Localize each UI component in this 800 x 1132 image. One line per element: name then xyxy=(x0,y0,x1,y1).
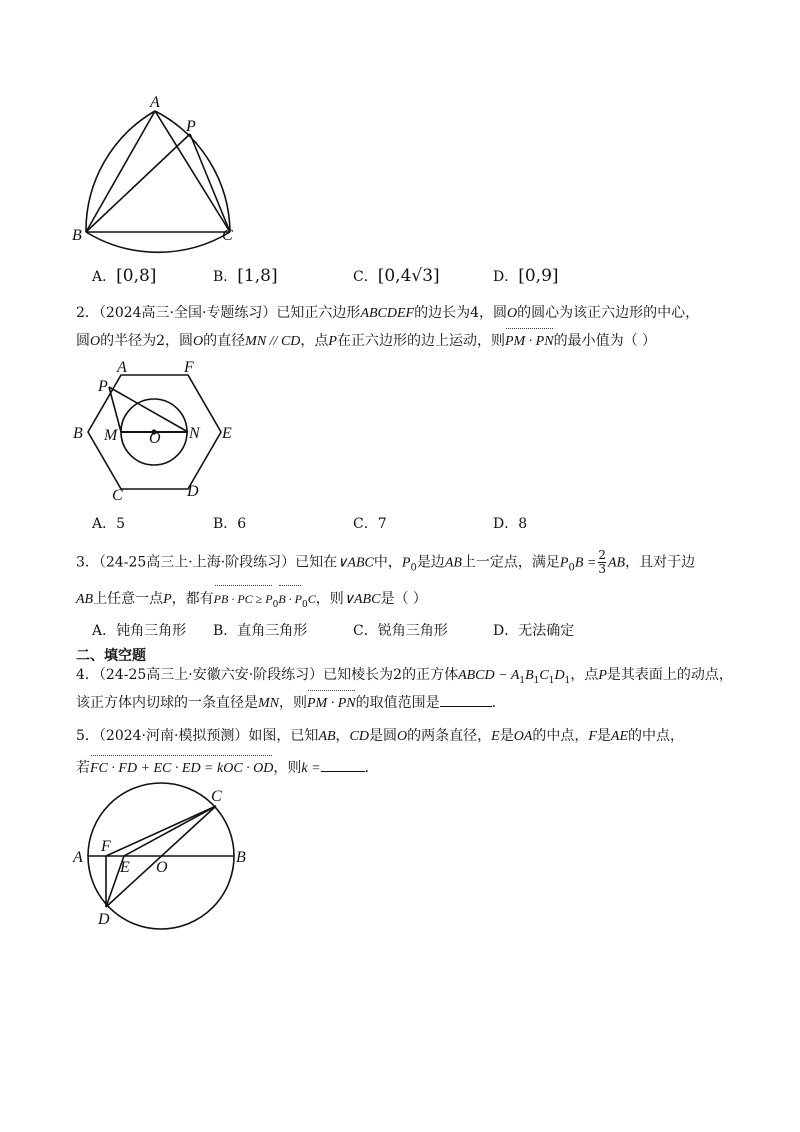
fig2-label-B: B xyxy=(73,425,83,442)
q3-subscript: 0 xyxy=(410,562,417,574)
q2-circle-name: O xyxy=(90,334,101,349)
q3-fraction-denominator: 3 xyxy=(598,562,606,576)
q3-text: ，则 xyxy=(315,591,344,607)
fig2-label-N: N xyxy=(189,425,200,442)
q3-text: 上一定点，满足 xyxy=(461,554,560,571)
q2-text: 的半径为2，圆 xyxy=(100,333,194,349)
q3-text: 是边 xyxy=(416,554,445,571)
section-heading-fill-in: 二、填空题 xyxy=(76,648,146,664)
q3-text: 3．（24-25高三上·上海·阶段练习）已知在 xyxy=(76,554,338,571)
fig2-label-D: D xyxy=(187,483,199,500)
q1-option-a-letter: A． xyxy=(92,269,117,285)
q2-text: ，点 xyxy=(300,333,329,349)
q2-dot-product: PM · PN xyxy=(505,331,554,353)
q5-text: 若 xyxy=(76,760,90,776)
q3-triangle-name: ∨ABC xyxy=(343,592,381,607)
q4-dot-product: PM · PN xyxy=(307,693,356,715)
q1-option-b-letter: B． xyxy=(213,269,238,285)
q5-point-name: F xyxy=(588,729,597,744)
fig2-label-O: O xyxy=(149,430,161,447)
q3-subscript: 0 xyxy=(272,599,279,610)
fig3-label-O: O xyxy=(156,859,168,876)
q1-option-d-value: [0,9] xyxy=(518,266,559,286)
q4-text: ，点 xyxy=(570,667,599,683)
fig3-label-E: E xyxy=(120,859,130,876)
q1-option-d-letter: D． xyxy=(493,269,519,285)
q3-triangle-name: ∨ABC xyxy=(337,555,374,571)
q1-option-c-value: [0,4√3] xyxy=(377,266,440,286)
q2-text: 在正六边形的边上运动，则 xyxy=(336,333,505,349)
fig3-label-D: D xyxy=(98,911,110,928)
fig1-label-P: P xyxy=(186,118,196,135)
q3-equation-part: B = xyxy=(574,555,597,571)
q2-option-a[interactable]: A．5 xyxy=(92,516,126,532)
q4-subscript: 1 xyxy=(564,675,571,686)
q2-text: 的最小值为（ ） xyxy=(553,333,657,349)
q2-option-d[interactable]: D．8 xyxy=(493,516,528,532)
fig3-label-A: A xyxy=(73,849,83,866)
q2-point-name: P xyxy=(328,334,337,349)
q3-option-c[interactable]: C．锐角三角形 xyxy=(353,623,448,639)
fig3-label-B: B xyxy=(236,849,246,866)
fig1-label-C: C xyxy=(222,227,233,244)
q5-text: ． xyxy=(364,760,379,776)
q3-subscript: 0 xyxy=(302,599,308,610)
q2-circle-name: O xyxy=(193,334,204,349)
q3-point-p0: P xyxy=(401,555,411,571)
q5-segment: CD xyxy=(349,729,369,744)
q4-diameter-name: MN xyxy=(258,696,279,711)
q5-text: 是 xyxy=(499,728,514,744)
q3-inequality: C xyxy=(307,592,316,606)
q1-option-c-letter: C． xyxy=(353,269,378,285)
q4-text: ． xyxy=(491,695,506,711)
q3-inequality: PB · PC ≥ P xyxy=(214,588,273,610)
q4-text: 该正方体内切球的一条直径是 xyxy=(76,695,258,711)
q3-side-name: AB xyxy=(76,592,94,607)
q5-k-var: k = xyxy=(301,761,321,776)
fig2-label-C: C xyxy=(112,487,123,504)
q2-text: 2．（2024高三·全国·专题练习）已知正六边形 xyxy=(76,305,361,321)
q5-text: ， xyxy=(335,728,350,744)
q5-segment: OA xyxy=(513,729,533,744)
q3-fraction-numerator: 2 xyxy=(598,548,606,562)
q5-text: 是圆 xyxy=(369,728,397,744)
q3-subscript: 0 xyxy=(568,562,575,574)
q5-vector-equation: FC · FD + EC · ED = kOC · OD xyxy=(90,758,273,780)
q2-parallel-condition: MN // CD xyxy=(245,334,301,349)
q3-text: 中， xyxy=(373,554,402,571)
q4-cube-name: D xyxy=(554,668,565,683)
q5-segment: AB xyxy=(318,729,336,744)
q3-option-a[interactable]: A．钝角三角形 xyxy=(92,623,187,639)
q4-subscript: 1 xyxy=(519,675,526,686)
fig2-label-M: M xyxy=(104,427,118,444)
q1-option-a-value: [0,8] xyxy=(116,266,157,286)
q3-text: 上任意一点 xyxy=(93,591,164,607)
fig2-label-E: E xyxy=(222,425,232,442)
q2-option-c[interactable]: C．7 xyxy=(353,516,387,532)
q4-cube-name: C xyxy=(539,668,549,683)
fig3-label-F: F xyxy=(101,838,111,855)
q2-text: 圆 xyxy=(76,333,90,349)
fig1-label-B: B xyxy=(72,227,82,244)
q3-side-name: AB xyxy=(444,555,462,571)
q5-text: 的中点， xyxy=(628,728,685,744)
q3-point-p0: P xyxy=(559,555,569,571)
q5-text: 5．（2024·河南·模拟预测）如图，已知 xyxy=(76,728,319,744)
q4-subscript: 1 xyxy=(548,675,555,686)
q4-point-name: P xyxy=(598,668,607,683)
fig2-label-P: P xyxy=(98,378,108,395)
q2-circle-name: O xyxy=(507,306,518,321)
q4-text: 的取值范围是 xyxy=(355,695,440,711)
q3-text: 是（ ） xyxy=(380,591,427,607)
q5-text: ，则 xyxy=(273,760,302,776)
q4-cube-name: B xyxy=(525,668,534,683)
q4-text: 是其表面上的动点， xyxy=(606,667,733,683)
q3-point-name: P xyxy=(163,592,172,607)
q4-text: 4．（24-25高三上·安徽六安·阶段练习）已知棱长为2的正方体 xyxy=(76,667,459,683)
q5-circle-name: O xyxy=(397,729,408,744)
q3-text: ，且对于边 xyxy=(625,554,696,571)
q3-option-d[interactable]: D．无法确定 xyxy=(493,623,575,639)
q2-text: 的边长为4，圆 xyxy=(414,305,508,321)
q5-text: 是 xyxy=(596,728,611,744)
q3-side-name: AB xyxy=(608,555,626,571)
q5-text: 的中点， xyxy=(532,728,589,744)
q5-point-name: E xyxy=(491,729,500,744)
q4-text: ，则 xyxy=(279,695,307,711)
q2-option-b[interactable]: B．6 xyxy=(213,516,247,532)
fig3-label-C: C xyxy=(211,788,222,805)
fig2-label-A: A xyxy=(117,359,127,376)
q4-subscript: 1 xyxy=(533,675,540,686)
q5-text: 的两条直径， xyxy=(407,728,492,744)
q3-option-b[interactable]: B．直角三角形 xyxy=(213,623,308,639)
q1-option-b-value: [1,8] xyxy=(237,266,278,286)
q2-text: 的直径 xyxy=(203,333,246,349)
q4-cube-name: ABCD − A xyxy=(458,668,520,683)
q3-inequality: B · P xyxy=(278,588,302,610)
fig2-label-F: F xyxy=(184,359,194,376)
q2-hexagon-name: ABCDEF xyxy=(360,306,415,321)
q5-segment: AE xyxy=(610,729,629,744)
fig1-label-A: A xyxy=(150,94,160,111)
q3-text: ，都有 xyxy=(171,591,214,607)
q2-text: 的圆心为该正六边形的中心， xyxy=(517,305,700,321)
